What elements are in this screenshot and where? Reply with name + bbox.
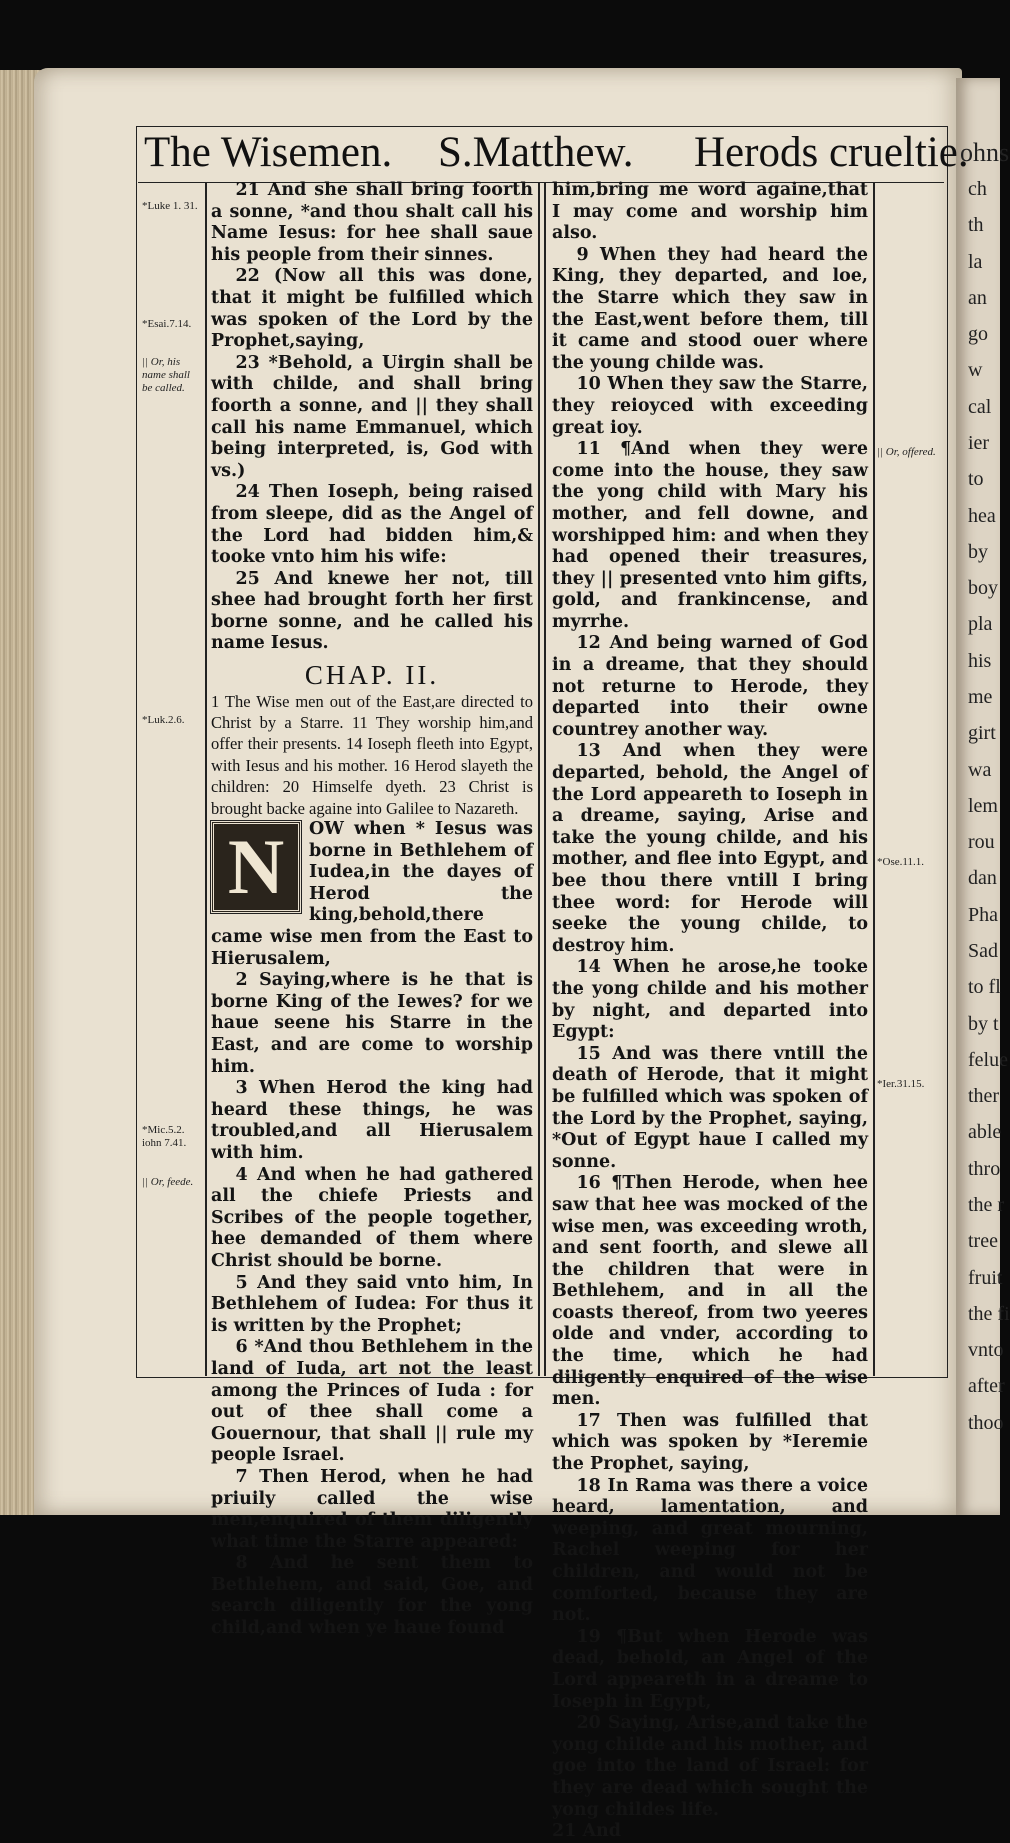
facing-page-line: ier xyxy=(968,432,990,454)
margin-note-offered: || Or, offered. xyxy=(877,446,936,458)
margin-note-esai: *Esai.7.14. xyxy=(142,318,192,330)
verse-1-24: 24 Then Ioseph, being raised from sleepe, did as the Angel of the Lord had bidden him,& tooke vnto him his wife: xyxy=(211,482,533,568)
facing-page-line: to fl xyxy=(968,976,1001,999)
verse-2-4: 4 And when he had gathered all the chiefe Priests and Scribes of the people together, hee demanded of them where Christ should be borne. xyxy=(211,1164,533,1271)
facing-page-line: me xyxy=(968,686,993,708)
facing-page-header: ohns xyxy=(960,138,1010,167)
decorated-initial: N xyxy=(211,821,301,913)
facing-page-line: by xyxy=(968,540,988,563)
margin-note-name: || Or, his name shall be called. xyxy=(142,356,190,394)
facing-page-line: boy xyxy=(968,577,998,600)
facing-page-line: by t xyxy=(968,1012,999,1035)
text-column-right xyxy=(552,180,868,1842)
facing-page-line: wa xyxy=(968,758,992,781)
chapter-summary: 1 The Wise men out of the East,are directed to Christ by a Starre. 11 They worship him,and offer their presents. 14 Ioseph fleeth into Egypt, with Iesus and his mother. 16 Herod slayeth the children: 20 Himselfe dyeth. 23 Christ is brought backe againe into Galilee to Nazareth. xyxy=(211,691,533,818)
catchword: 21 And xyxy=(552,1821,621,1842)
verse-2-14: 14 When he arose,he tooke the yong childe and his mother by night, and departed into Egypt: xyxy=(552,957,868,1043)
facing-page-line: his xyxy=(968,649,992,672)
facing-page-line: the fi xyxy=(968,1302,1010,1325)
facing-page-line: vnto xyxy=(968,1339,1004,1362)
facing-page-line: the r xyxy=(968,1194,1005,1216)
facing-page-line: able xyxy=(968,1121,1002,1144)
margin-rule-left xyxy=(205,182,207,1376)
verse-2-1: OW when * Iesus was borne in Bethlehem of Iudea,in the dayes of Herod the king,behold,there came wise men from the East to Hierusalem, xyxy=(211,819,533,969)
chapter-heading: CHAP. II. xyxy=(304,660,440,691)
verse-2-8-cont: him,bring me word againe,that I may come and worship him also. xyxy=(552,180,868,244)
facing-page-line: rou xyxy=(968,831,995,854)
facing-page-line: pla xyxy=(968,613,993,636)
verse-2-19: 19 ¶But when Herode was dead, behold, an Angel of the Lord appeareth in a dreame to Ioseph in Egypt, xyxy=(552,1626,868,1712)
margin-note-luk: *Luk.2.6. xyxy=(142,714,185,726)
verse-2-7: 7 Then Herod, when he had priuily called the wise men,enquired of them diligently what time the Starre appeared: xyxy=(211,1466,533,1552)
margin-note-ose: *Ose.11.1. xyxy=(877,856,924,868)
verse-2-3: 3 When Herod the king had heard these things, he was troubled,and all Hierusalem with him. xyxy=(211,1078,533,1163)
facing-page-line: to xyxy=(968,468,984,491)
facing-page-line: dan xyxy=(968,867,997,890)
header-left: The Wisemen. xyxy=(144,129,393,176)
facing-page-line: ch xyxy=(968,178,987,200)
verse-2-5: 5 And they said vnto him, In Bethlehem of Iudea: For thus it is written by the Prophet; xyxy=(211,1272,533,1336)
verse-1-23: 23 *Behold, a Uirgin shall be with childe, and shall bring foorth a sonne, and || they shall call his name Emmanuel, which being interpreted, is, God with vs.) xyxy=(211,352,533,481)
facing-page-line: Sad xyxy=(968,940,998,962)
facing-page-line: w xyxy=(968,359,983,382)
text-column-left xyxy=(211,180,533,1639)
running-header xyxy=(138,128,969,183)
verse-1-21: 21 And she shall bring foorth a sonne, *and thou shalt call his Name Iesus: for hee shall saue his people from their sinnes. xyxy=(211,180,533,265)
facing-page-line: cal xyxy=(968,395,992,418)
facing-page-line: felue xyxy=(968,1048,1008,1071)
facing-page-line: after xyxy=(968,1375,1005,1398)
facing-page-line: lem xyxy=(968,794,998,817)
column-rule-left xyxy=(538,182,540,1376)
margin-rule-right xyxy=(873,182,875,1376)
verse-1-22: 22 (Now all this was done, that it might be fulfilled which was spoken of the Lord by the Prophet,saying, xyxy=(211,266,533,352)
margin-note-feede: || Or, feede. xyxy=(142,1176,194,1188)
facing-page-line: tree xyxy=(968,1230,998,1253)
verse-1-25: 25 And knewe her not, till shee had brought forth her first borne sonne, and he called his name Iesus. xyxy=(211,568,533,654)
header-right: Herods crueltie. xyxy=(694,129,969,176)
facing-page-line: fruit xyxy=(968,1266,1003,1289)
column-rule-right xyxy=(544,182,546,1376)
facing-page-line: la xyxy=(968,250,983,273)
verse-2-8: 8 And he sent them to Bethlehem, and said, Goe, and search diligently for the yong child,and when ye haue found xyxy=(211,1553,533,1639)
margin-note-ier: *Ier.31.15. xyxy=(877,1078,925,1090)
facing-page-line: an xyxy=(968,286,987,309)
facing-page-line: Pha xyxy=(968,903,998,926)
verse-2-13: 13 And when they were departed, behold, the Angel of the Lord appeareth to Ioseph in a dreame, saying, Arise and take the young childe, and his mother, and flee into Egypt, and bee thou there vntill I bring thee word: for Herode will seeke the young childe, to destroy him. xyxy=(552,741,868,956)
facing-page-line: girt xyxy=(968,722,996,745)
verse-2-17: 17 Then was fulfilled that which was spoken by *Ieremie the Prophet, saying, xyxy=(552,1410,868,1475)
facing-page-line: go xyxy=(968,323,988,346)
header-center: S.Matthew. xyxy=(438,129,634,176)
verse-2-18: 18 In Rama was there a voice heard, lamentation, and weeping, and great mourning, Rachel weeping for her children, and would not be comforted, because they are not. xyxy=(552,1475,868,1626)
verse-2-20: 20 Saying, Arise,and take the yong childe and his mother, and goe into the land of Israel: for they are dead which sought the yong childes life. xyxy=(552,1713,868,1820)
facing-page-line: th xyxy=(968,214,984,237)
facing-page-line: thro xyxy=(968,1157,1001,1180)
facing-page-line: hea xyxy=(968,504,996,527)
facing-page-fragment xyxy=(956,78,1010,1515)
verse-2-10: 10 When they saw the Starre, they reioyced with exceeding great ioy. xyxy=(552,374,868,438)
verse-2-2: 2 Saying,where is he that is borne King of the Iewes? for we haue seene his Starre in the East, and are come to worship him. xyxy=(211,970,533,1077)
facing-page-line: thoo xyxy=(968,1411,1004,1434)
facing-page-line: ther xyxy=(968,1085,1000,1108)
verse-2-16: 16 ¶Then Herode, when hee saw that hee was mocked of the wise men, was exceeding wroth, and sent foorth, and slewe all the children that were in Bethlehem, and in all the coasts thereof, from two yeeres olde and vnder, according to the time, which he had diligently enquired of the wise men. xyxy=(552,1173,868,1410)
margin-note-luke: *Luke 1. 31. xyxy=(142,200,198,212)
verse-2-11: 11 ¶And when they were come into the house, they saw the yong child with Mary his mother, and fell downe, and worshipped him: and when they had opened their treasures, they || presented vnto him gifts, gold, and frankincense, and myrrhe. xyxy=(552,439,868,632)
verse-2-12: 12 And being warned of God in a dreame, that they should not returne to Herode, they departed into their owne countrey another way. xyxy=(552,633,868,740)
verse-2-9: 9 When they had heard the King, they departed, and loe, the Starre which they saw in the East,went before them, till it came and stood ouer where the young childe was. xyxy=(552,244,868,373)
verse-2-15: 15 And was there vntill the death of Herode, that it might be fulfilled which was spoken of the Lord by the Prophet, saying, *Out of Egypt haue I called my sonne. xyxy=(552,1043,868,1172)
margin-note-mic: *Mic.5.2. iohn 7.41. xyxy=(142,1124,187,1149)
verse-2-6: 6 *And thou Bethlehem in the land of Iuda, art not the least among the Princes of Iuda : for out of thee shall come a Gouernour, that shall || rule my people Israel. xyxy=(211,1337,533,1466)
